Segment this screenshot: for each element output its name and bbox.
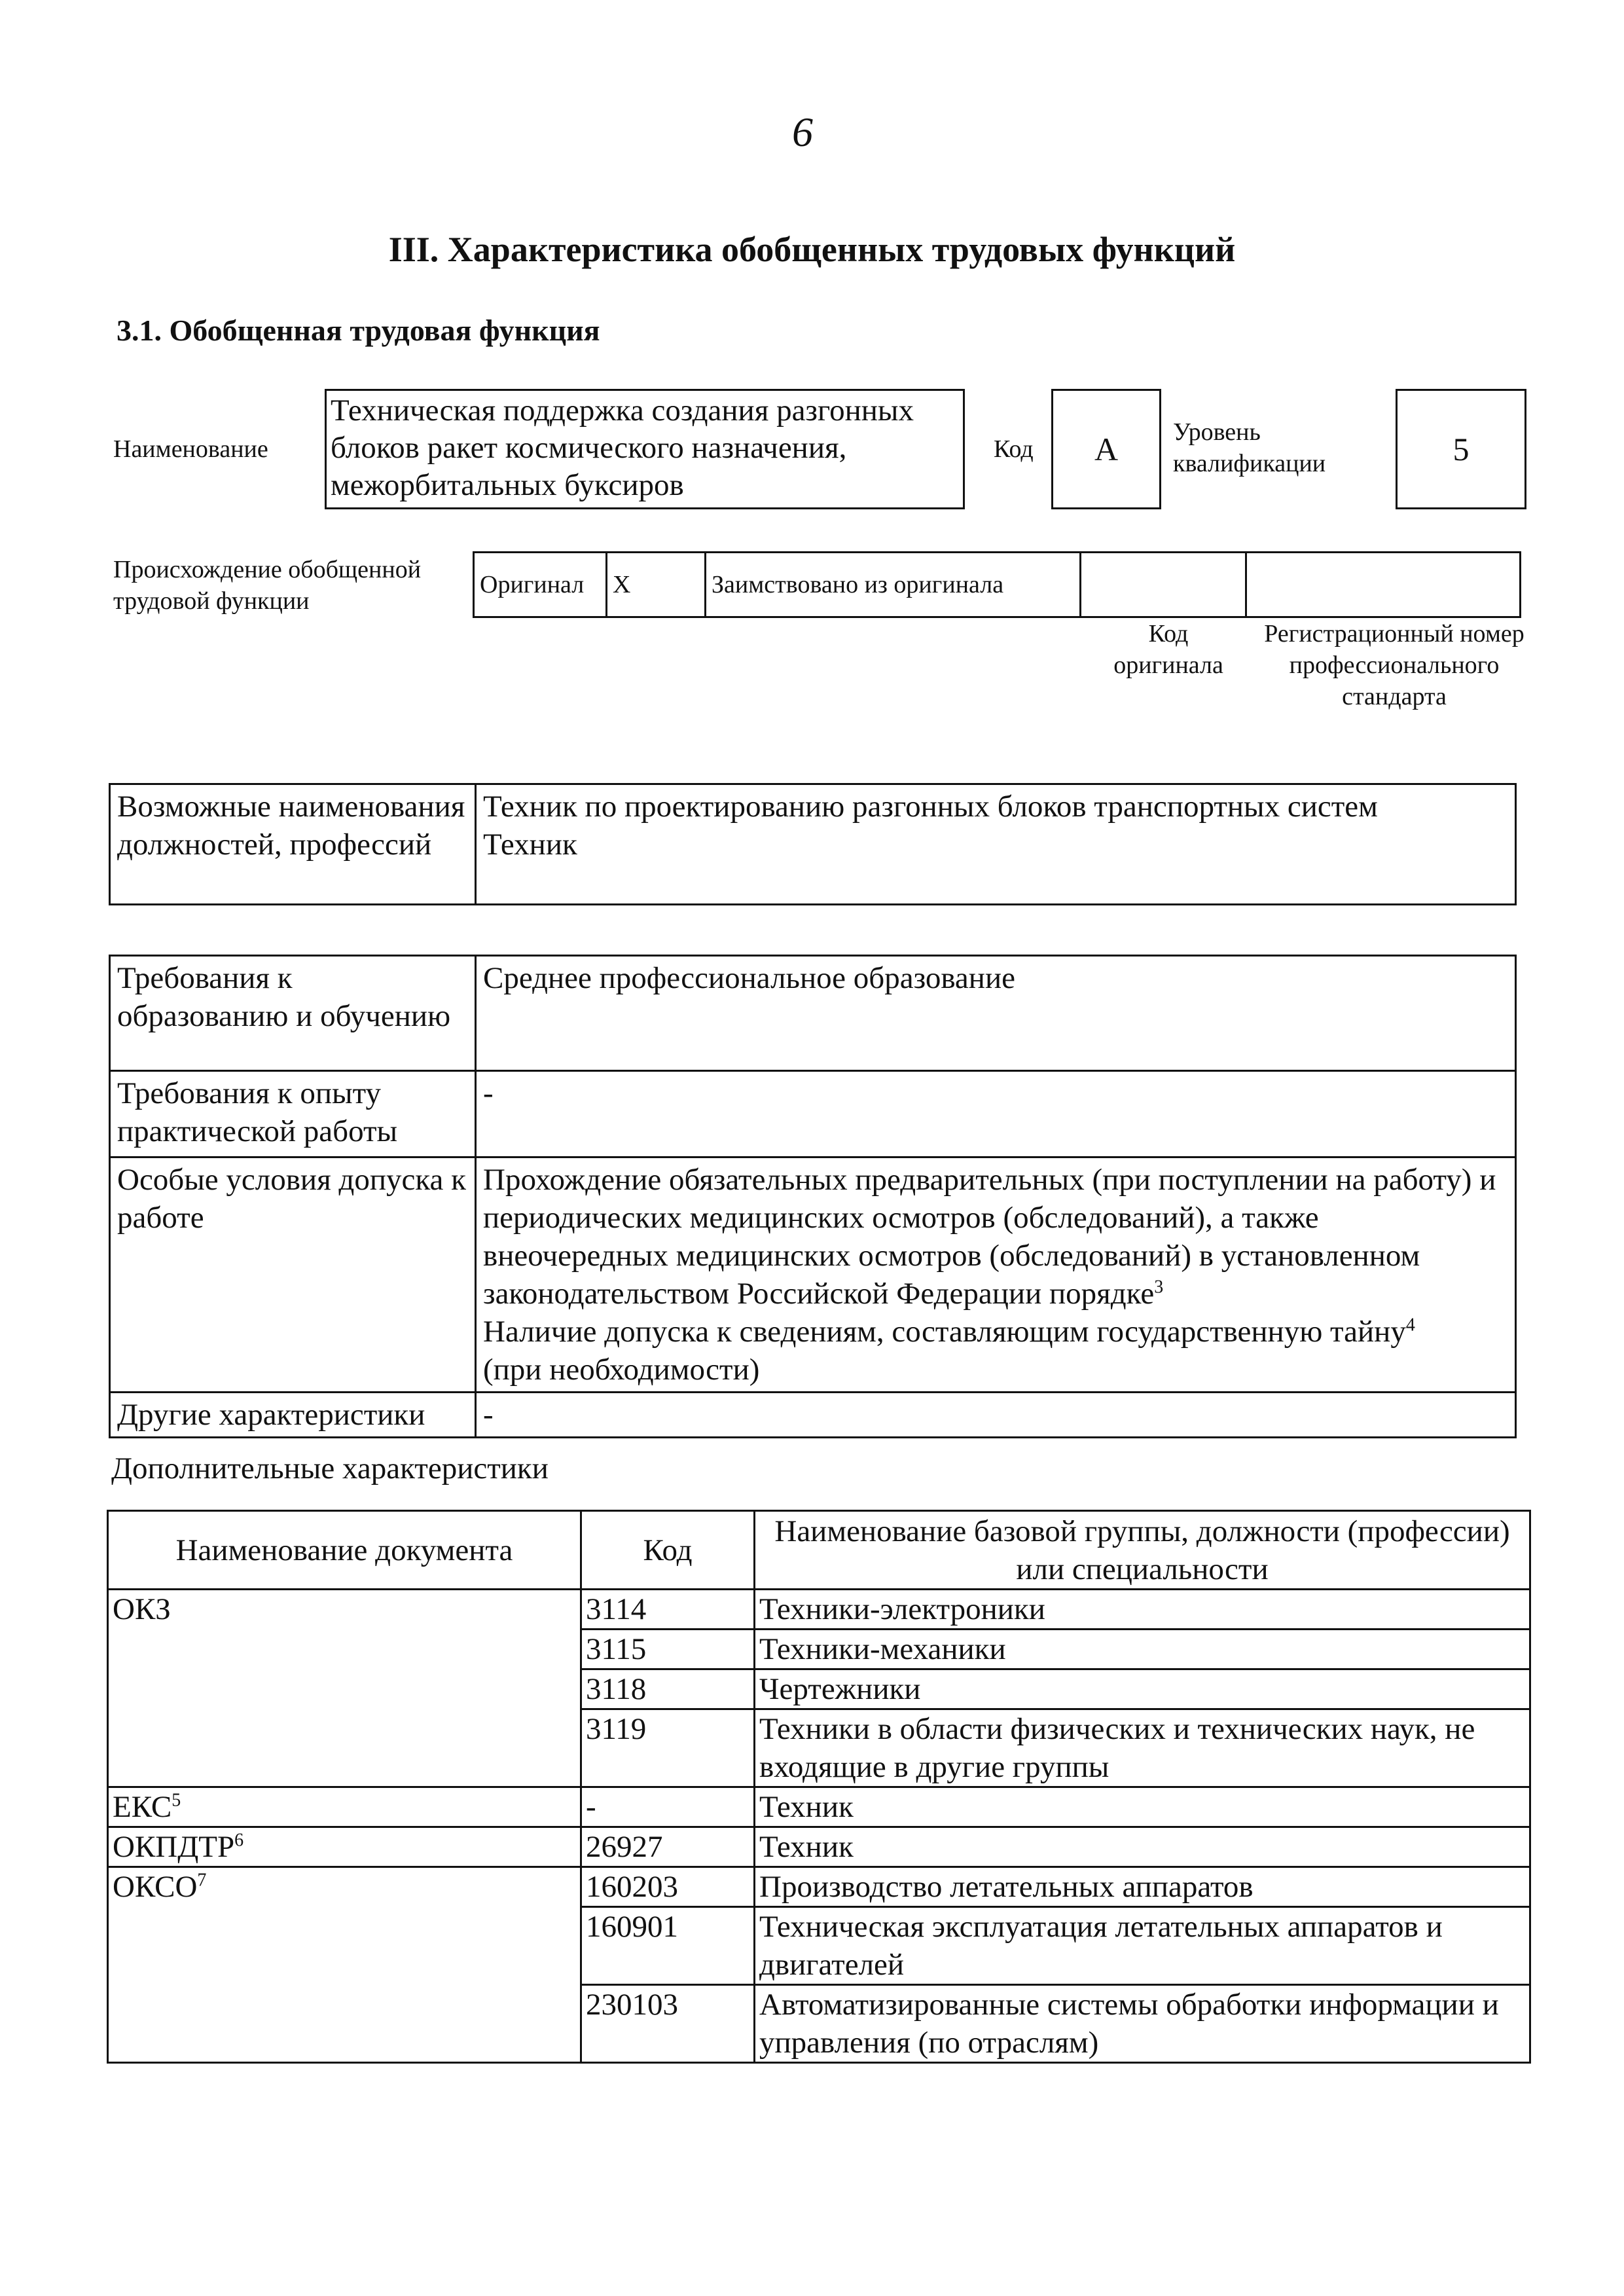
qualification-level-label: Уровень квалификации xyxy=(1173,418,1326,477)
footnote-ref: 3 xyxy=(1154,1277,1164,1298)
other-characteristics-label: Другие характеристики xyxy=(110,1393,476,1438)
footnote-ref: 4 xyxy=(1405,1315,1415,1336)
footnote-ref: 6 xyxy=(234,1830,244,1851)
name-cell: Техники в области физических и технических наук, не входящие в другие группы xyxy=(755,1709,1530,1787)
origin-table xyxy=(473,551,1521,618)
requirements-table xyxy=(109,955,1517,1438)
name-cell: Автоматизированные системы обработки информации и управления (по отраслям) xyxy=(755,1985,1530,2063)
name-cell: Чертежники xyxy=(755,1669,1530,1709)
special-conditions-text: (при необходимости) xyxy=(483,1353,760,1387)
code-cell: 3118 xyxy=(581,1669,755,1709)
experience-label: Требования к опыту практической работы xyxy=(110,1071,476,1157)
function-name-value: Техническая поддержка создания разгонных блоков ракет космического назначения, межорбитальных буксиров xyxy=(325,389,965,509)
code-cell: 230103 xyxy=(581,1985,755,2063)
code-cell: - xyxy=(581,1787,755,1827)
original-mark: X xyxy=(607,553,706,617)
positions-table xyxy=(109,783,1517,905)
experience-value: - xyxy=(476,1071,1516,1157)
code-cell: 160901 xyxy=(581,1907,755,1985)
special-conditions-text: Наличие допуска к сведениям, составляющим государственную тайну$^4$ xyxy=(483,1315,1415,1349)
code-cell: 26927 xyxy=(581,1827,755,1867)
doc-okso: ОКСО$^7$ xyxy=(108,1867,581,2063)
name-cell: Техник xyxy=(755,1787,1530,1827)
positions-label: Возможные наименования должностей, профессий xyxy=(110,784,476,905)
other-characteristics-value: - xyxy=(476,1393,1516,1438)
education-value: Среднее профессиональное образование xyxy=(476,956,1516,1071)
section-title: III. Характеристика обобщенных трудовых функций xyxy=(388,230,1236,269)
name-cell: Техники-механики xyxy=(755,1630,1530,1669)
original-code-caption: Код оригинала xyxy=(1113,620,1223,679)
extra-characteristics-table xyxy=(107,1510,1531,2064)
positions-list xyxy=(476,784,1516,905)
name-cell: Техник xyxy=(755,1827,1530,1867)
table-row xyxy=(108,1867,1530,1907)
borrowed-label: Заимствовано из оригинала xyxy=(706,553,1081,617)
code-cell: 3115 xyxy=(581,1630,755,1669)
header-code: Код xyxy=(581,1511,755,1590)
table-row xyxy=(108,1590,1530,1630)
header-name: Наименование базовой группы, должности (профессии) или специальности xyxy=(755,1511,1530,1590)
name-cell: Техническая эксплуатация летательных аппаратов и двигателей xyxy=(755,1907,1530,1985)
name-label: Наименование xyxy=(113,435,268,463)
qualification-level-value: 5 xyxy=(1396,389,1526,509)
code-label: Код xyxy=(994,435,1034,463)
reg-number-cell xyxy=(1246,553,1521,617)
function-code-value: A xyxy=(1051,389,1161,509)
doc-okpdtr: ОКПДТР$^6$ xyxy=(108,1827,581,1867)
original-code-cell xyxy=(1081,553,1246,617)
position-item: Техник xyxy=(483,828,577,862)
original-label: Оригинал xyxy=(474,553,607,617)
header-doc: Наименование документа xyxy=(108,1511,581,1590)
extra-title: Дополнительные характеристики xyxy=(111,1451,549,1485)
doc-okz: ОКЗ xyxy=(108,1590,581,1787)
code-cell: 3114 xyxy=(581,1590,755,1630)
education-label: Требования к образованию и обучению xyxy=(110,956,476,1071)
reg-number-caption: Регистрационный номер профессионального стандарта xyxy=(1264,620,1525,710)
footnote-ref: 5 xyxy=(171,1790,181,1811)
table-row xyxy=(108,1787,1530,1827)
special-conditions-value xyxy=(476,1157,1516,1393)
name-cell: Производство летательных аппаратов xyxy=(755,1867,1530,1907)
subsection-title: 3.1. Обобщенная трудовая функция xyxy=(117,314,600,347)
position-item: Техник по проектированию разгонных блоков транспортных систем xyxy=(483,790,1378,824)
code-cell: 3119 xyxy=(581,1709,755,1787)
name-cell: Техники-электроники xyxy=(755,1590,1530,1630)
special-conditions-text: Прохождение обязательных предварительных (при поступлении на работу) и периодических медицинских осмотров (обследований), а также внеочередных медицинских осмотров (обследований) в установленном законодательством Российской Федерации порядке$^3$ xyxy=(483,1163,1496,1311)
code-cell: 160203 xyxy=(581,1867,755,1907)
special-conditions-label: Особые условия допуска к работе xyxy=(110,1157,476,1393)
page-number: 6 xyxy=(792,109,813,155)
table-row xyxy=(108,1827,1530,1867)
origin-label: Происхождение обобщенной трудовой функции xyxy=(113,556,422,615)
doc-eks: ЕКС$^5$ xyxy=(108,1787,581,1827)
footnote-ref: 7 xyxy=(197,1870,207,1891)
